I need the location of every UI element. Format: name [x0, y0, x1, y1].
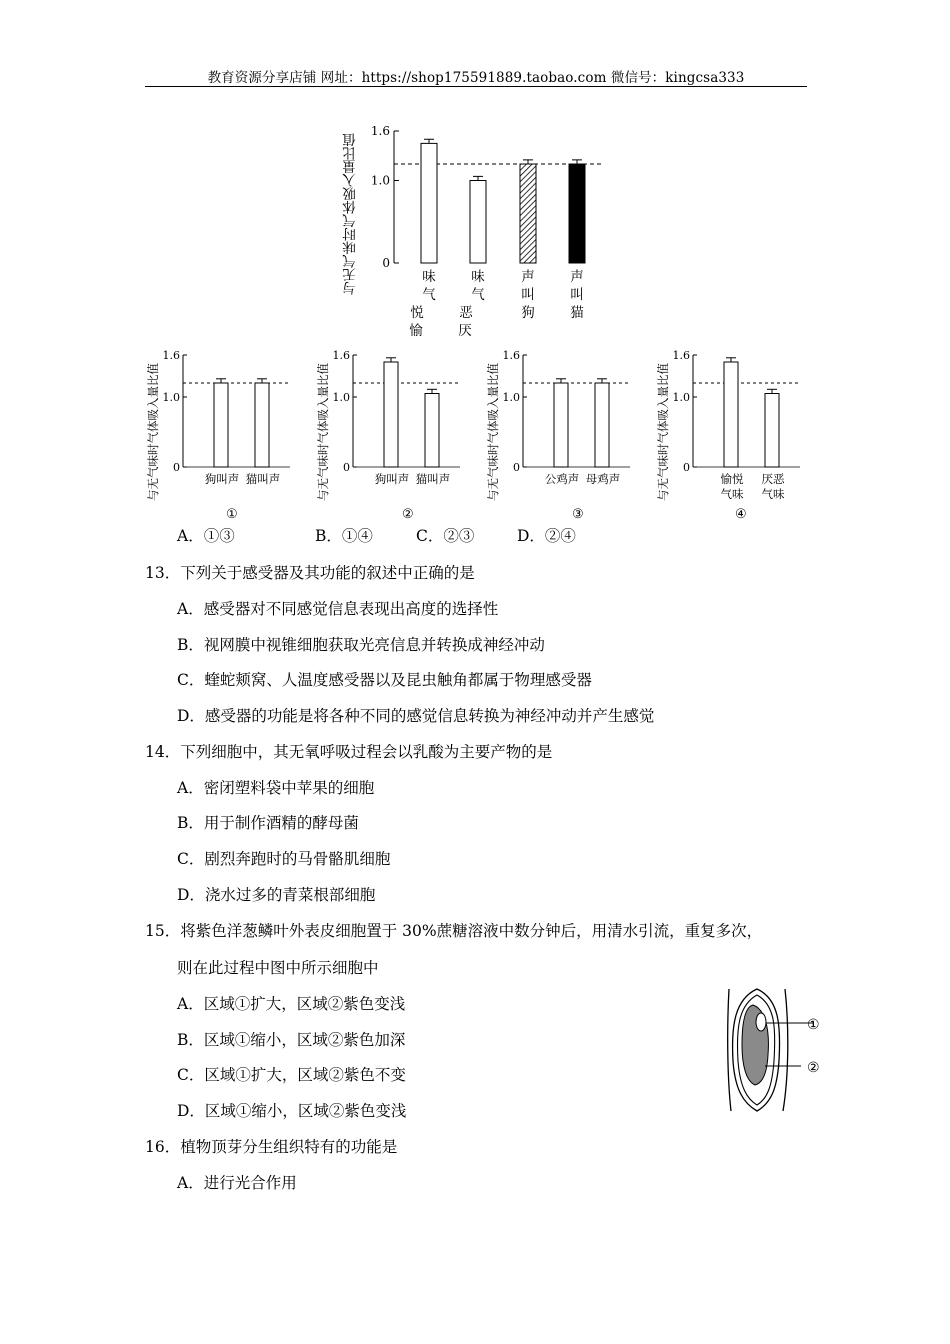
main-chart-ylabel: 与无气味时气体吸入量比值 — [343, 133, 359, 295]
main-category-char: 声 — [521, 269, 535, 285]
chart-2-label: ② — [402, 507, 414, 522]
main-bar-1 — [421, 143, 437, 263]
q12-option-a[interactable]: A．①③ — [177, 527, 235, 545]
main-category-char: 悦 — [410, 305, 424, 321]
q14-option-a[interactable]: A．密闭塑料袋中苹果的细胞 — [177, 779, 375, 797]
small-bar-2 — [595, 383, 609, 467]
main-category-char: 味 — [471, 269, 485, 285]
small-category-label: 母鸡声 — [585, 472, 621, 486]
q16-stem: 16．植物顶芽分生组织特有的功能是 — [145, 1138, 398, 1156]
small-chart-1 — [145, 345, 305, 510]
q15-option-a[interactable]: A．区域①扩大，区域②紫色变浅 — [177, 995, 406, 1013]
q13-option-c[interactable]: C．蝰蛇颊窝、人温度感受器以及昆虫触角都属于物理感受器 — [177, 671, 592, 689]
small-bar-2 — [765, 394, 779, 468]
q15-option-d[interactable]: D．区域①缩小，区域②紫色变浅 — [177, 1102, 407, 1120]
page-header: 教育资源分享店铺 网址：https://shop175591889.taobao.com 微信号：kingcsa333 — [207, 70, 745, 86]
q14-option-c[interactable]: C．剧烈奔跑时的马骨骼肌细胞 — [177, 850, 391, 868]
small-y-tick-label: 0 — [343, 461, 350, 474]
main-category-char: 味 — [422, 269, 436, 285]
small-category-label: 厌恶 — [761, 472, 785, 486]
main-category-char: 厌 — [458, 323, 472, 339]
q12-option-c[interactable]: C．②③ — [416, 527, 475, 545]
chart-3-label: ③ — [572, 507, 584, 522]
q15-option-b[interactable]: B．区域①缩小，区域②紫色加深 — [177, 1031, 406, 1049]
q13-stem: 13．下列关于感受器及其功能的叙述中正确的是 — [145, 564, 475, 582]
main-category-char: 叫 — [521, 287, 535, 303]
small-category-label: 气味 — [761, 487, 785, 501]
main-category-char: 声 — [570, 269, 584, 285]
region-1-circle — [756, 1013, 766, 1031]
q13-option-d[interactable]: D．感受器的功能是将各种不同的感觉信息转换为神经冲动并产生感觉 — [177, 707, 655, 725]
small-y-tick-label: 0 — [513, 461, 520, 474]
q12-option-d[interactable]: D．②④ — [517, 527, 576, 545]
small-chart-4 — [655, 345, 815, 510]
main-y-tick-label: 1.6 — [370, 124, 390, 138]
small-bar-1 — [724, 362, 738, 467]
small-bar-1 — [214, 383, 228, 467]
q13-option-b[interactable]: B．视网膜中视锥细胞获取光亮信息并转换成神经冲动 — [177, 636, 545, 654]
main-category-char: 猫 — [570, 305, 584, 321]
main-category-char: 恶 — [459, 305, 473, 321]
label-region-1: ① — [807, 1017, 820, 1033]
main-category-char: 气 — [422, 287, 436, 303]
small-y-tick-label: 1.0 — [502, 391, 520, 404]
main-category-char: 气 — [471, 287, 485, 303]
main-category-char: 狗 — [521, 305, 535, 321]
small-category-label: 猫叫声 — [415, 472, 451, 486]
small-category-label: 猫叫声 — [245, 472, 281, 486]
main-category-char: 叫 — [570, 287, 584, 303]
cell-neighbor-wall-left — [728, 989, 731, 1111]
small-chart-ylabel: 与无气味时气体吸入量比值 — [146, 363, 160, 501]
small-y-tick-label: 0 — [173, 461, 180, 474]
header-rule — [145, 86, 807, 87]
q15-stem-line-2: 则在此过程中图中所示细胞中 — [177, 959, 379, 977]
chart-1-label: ① — [226, 507, 238, 522]
main-category-char: 愉 — [409, 323, 423, 339]
small-y-tick-label: 1.0 — [332, 391, 350, 404]
small-category-label: 狗叫声 — [204, 472, 240, 486]
main-bar-chart — [355, 120, 615, 345]
label-region-2: ② — [807, 1060, 820, 1076]
cell-neighbor-wall-right — [783, 989, 788, 1111]
q15-stem-line-1: 15．将紫色洋葱鳞叶外表皮细胞置于 30%蔗糖溶液中数分钟后，用清水引流，重复多次， — [145, 922, 763, 940]
small-chart-3 — [485, 345, 645, 510]
small-bar-2 — [255, 383, 269, 467]
small-y-tick-label: 1.0 — [162, 391, 180, 404]
small-chart-2 — [315, 345, 475, 510]
q14-stem: 14．下列细胞中，其无氧呼吸过程会以乳酸为主要产物的是 — [145, 743, 553, 761]
small-category-label: 公鸡声 — [544, 472, 580, 486]
q14-option-b[interactable]: B．用于制作酒精的酵母菌 — [177, 814, 359, 832]
q13-option-a[interactable]: A．感受器对不同感觉信息表现出高度的选择性 — [177, 600, 499, 618]
main-bar-4 — [569, 164, 585, 263]
small-y-tick-label: 1.0 — [672, 391, 690, 404]
small-chart-ylabel: 与无气味时气体吸入量比值 — [486, 363, 500, 501]
small-y-tick-label: 1.6 — [162, 349, 180, 362]
small-y-tick-label: 1.6 — [672, 349, 690, 362]
small-bar-2 — [425, 394, 439, 468]
small-chart-ylabel: 与无气味时气体吸入量比值 — [656, 363, 670, 501]
main-bar-3 — [520, 164, 536, 263]
onion-cell-diagram — [715, 985, 835, 1115]
main-y-tick-label: 0 — [382, 256, 390, 270]
small-category-label: 气味 — [720, 487, 744, 501]
chart-4-label: ④ — [735, 507, 747, 522]
small-bar-1 — [554, 383, 568, 467]
q12-choices — [177, 524, 576, 546]
small-category-label: 狗叫声 — [374, 472, 410, 486]
small-y-tick-label: 1.6 — [332, 349, 350, 362]
small-bar-1 — [384, 362, 398, 467]
q16-option-a[interactable]: A．进行光合作用 — [177, 1174, 297, 1192]
small-chart-ylabel: 与无气味时气体吸入量比值 — [316, 363, 330, 501]
small-y-tick-label: 0 — [683, 461, 690, 474]
main-bar-2 — [470, 181, 486, 264]
small-y-tick-label: 1.6 — [502, 349, 520, 362]
small-category-label: 愉悦 — [720, 472, 744, 486]
q12-option-b[interactable]: B．①④ — [315, 527, 373, 545]
q15-option-c[interactable]: C．区域①扩大，区域②紫色不变 — [177, 1066, 406, 1084]
main-y-tick-label: 1.0 — [370, 173, 390, 188]
q14-option-d[interactable]: D．浇水过多的青菜根部细胞 — [177, 886, 376, 904]
